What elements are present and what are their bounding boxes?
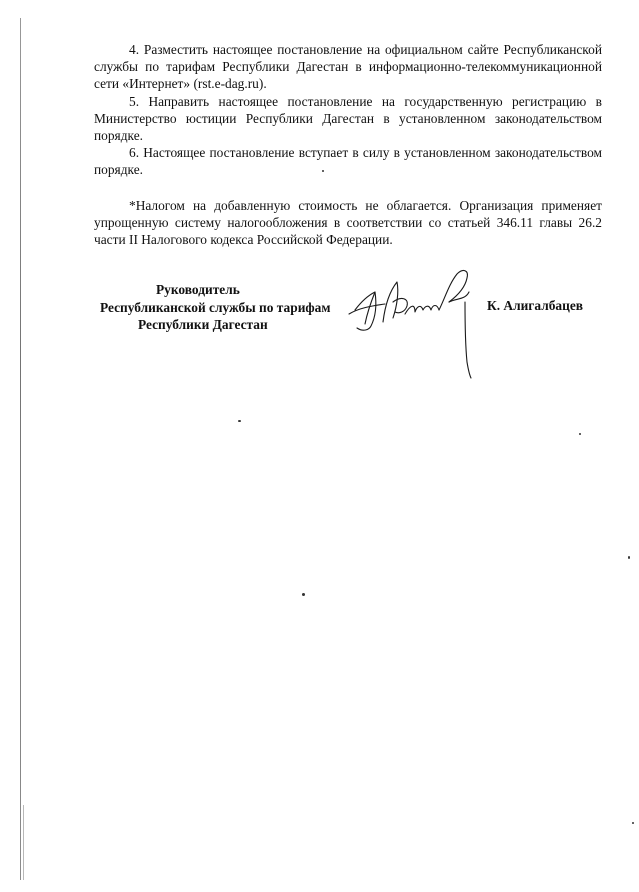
handwritten-signature (345, 262, 495, 380)
scan-border-line-secondary (23, 805, 24, 880)
document-body (94, 41, 602, 248)
paragraph-4: 4. Разместить настоящее постановление на официальном сайте Республиканской службы по тарифам Республики Дагестан в информационно-телекоммуникационной сети «Интернет» (rst.e-dag.ru). (94, 42, 602, 92)
scan-speck (628, 556, 630, 559)
paragraph-6: 6. Настоящее постановление вступает в силу в установленном законодательством порядке. (94, 145, 602, 178)
signatory-title-line-3: Республики Дагестан (138, 317, 268, 332)
scan-speck (238, 420, 241, 422)
scan-speck (302, 593, 305, 596)
vat-note: *Налогом на добавленную стоимость не облагается. Организация применяет упрощенную систему налогообложения в соответствии со статьей 346.11 главы 26.2 части II Налогового кодекса Российской Федерации. (94, 197, 602, 248)
signatory-title-line-2: Республиканской службы по тарифам (100, 299, 331, 315)
signatory-title-line-1: Руководитель (156, 282, 240, 297)
scan-speck (579, 433, 581, 435)
scan-speck (322, 170, 324, 172)
scan-speck (632, 822, 634, 824)
paragraph-5: 5. Направить настоящее постановление на государственную регистрацию в Министерство юстиции Республики Дагестан в установленном законодательством порядке. (94, 93, 602, 144)
signatory-name: К. Алигалбацев (487, 298, 583, 313)
scan-border-line (20, 18, 21, 880)
